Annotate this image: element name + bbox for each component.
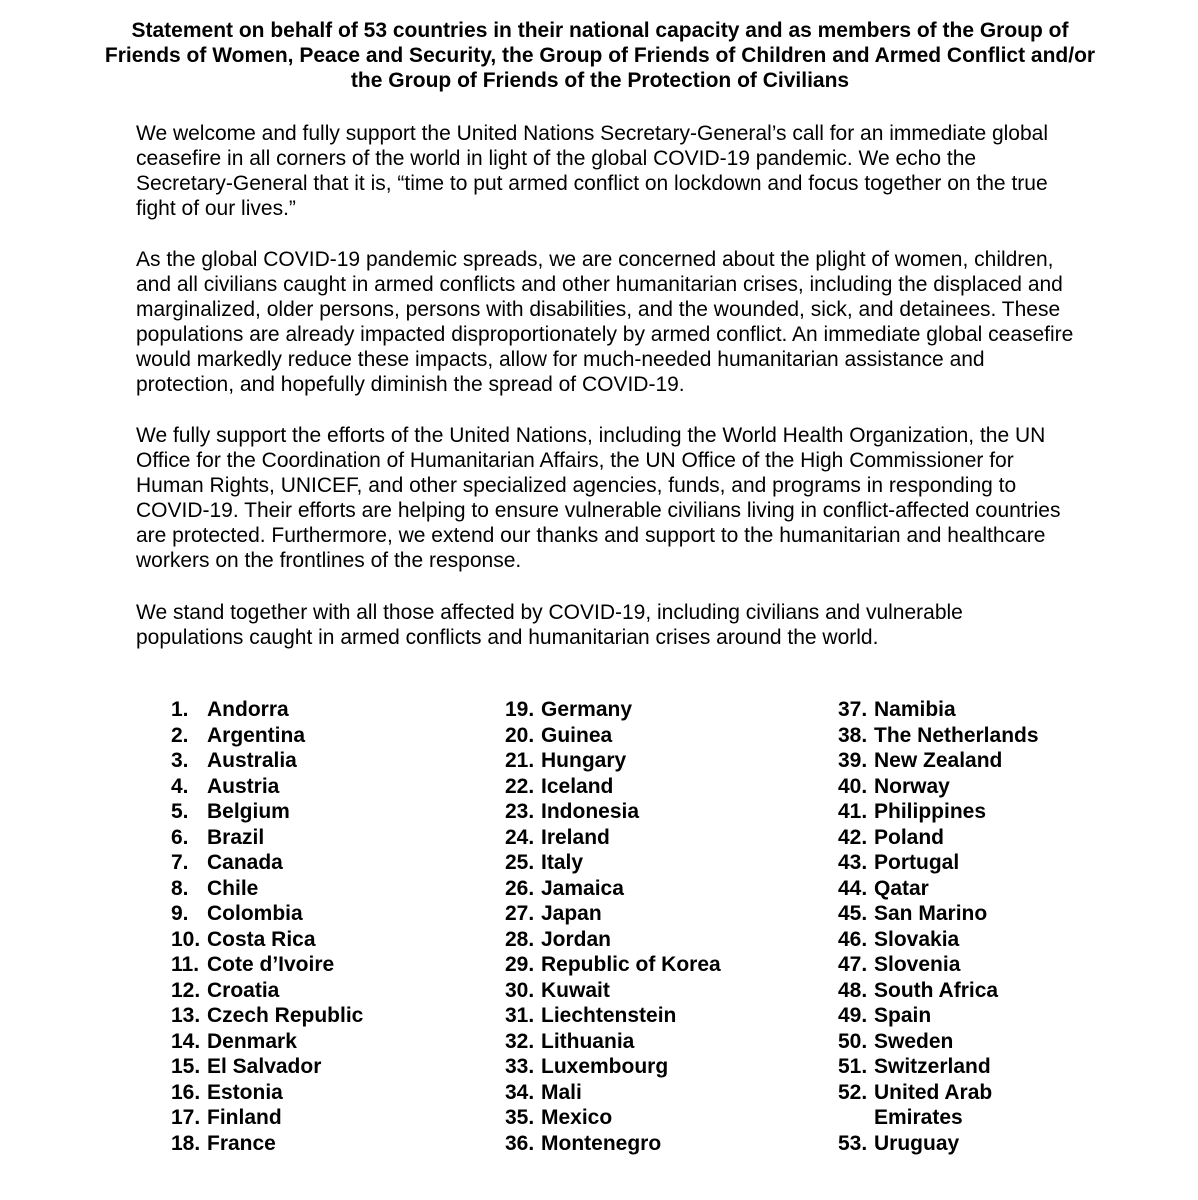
country-name: Qatar (874, 876, 929, 900)
country-name: Croatia (207, 978, 280, 1002)
country-number: 20. (505, 723, 535, 747)
country-list-item (505, 825, 721, 851)
country-number: 46. (838, 927, 868, 951)
country-name: Jordan (541, 927, 612, 951)
country-name: Ireland (541, 825, 610, 849)
country-list-item (505, 697, 721, 723)
country-name: Norway (874, 774, 950, 798)
country-list-item (171, 1080, 363, 1106)
country-number: 50. (838, 1029, 868, 1053)
country-list-item (505, 1054, 721, 1080)
country-list-item (505, 1131, 721, 1157)
country-number: 40. (838, 774, 868, 798)
country-number: 48. (838, 978, 868, 1002)
country-list-item (838, 1131, 1064, 1157)
country-number: 33. (505, 1055, 535, 1078)
country-list-item (171, 748, 363, 774)
country-number: 23. (505, 800, 535, 823)
country-name: Namibia (874, 698, 956, 721)
statement-title: Statement on behalf of 53 countries in their national capacity and as members of the Group of Friends of Women, Peace and Security, the Group of Friends of Children and Armed Conflict and/or the Group of Friends of the Protection of Civilians (104, 19, 1096, 92)
country-number: 29. (505, 953, 535, 976)
country-list-item (171, 850, 363, 876)
country-name: Argentina (207, 723, 306, 747)
country-name: Jamaica (541, 876, 624, 900)
country-number: 32. (505, 1029, 535, 1053)
country-number: 8. (171, 876, 189, 900)
country-number: 19. (505, 698, 535, 721)
country-list-item (171, 1054, 363, 1080)
country-name: Mexico (541, 1106, 613, 1129)
country-name: Estonia (207, 1080, 283, 1104)
country-name: Cote d’Ivoire (207, 953, 335, 976)
country-name: Slovenia (874, 953, 961, 976)
country-list-item (838, 850, 1064, 876)
country-name: San Marino (874, 902, 988, 925)
country-list-item (505, 927, 721, 953)
country-list-item (171, 1105, 363, 1131)
country-name: Kuwait (541, 978, 610, 1002)
country-number: 47. (838, 953, 868, 976)
country-number: 28. (505, 927, 535, 951)
country-name: Iceland (541, 774, 614, 798)
country-list-item (838, 901, 1064, 927)
country-list-item (171, 927, 363, 953)
country-list-item (838, 1003, 1064, 1029)
country-number: 27. (505, 902, 535, 925)
country-list-item (171, 723, 363, 749)
country-list-item (838, 697, 1064, 723)
country-list-item (838, 825, 1064, 851)
country-list-item (505, 952, 721, 978)
country-list-item (838, 748, 1064, 774)
country-name: Czech Republic (207, 1004, 364, 1027)
country-number: 49. (838, 1004, 868, 1027)
country-name: Philippines (874, 800, 987, 823)
country-number: 51. (838, 1055, 868, 1078)
country-list-item (838, 927, 1064, 953)
country-name: France (207, 1131, 276, 1155)
country-name: Montenegro (541, 1131, 662, 1155)
country-list-item (838, 1054, 1064, 1080)
country-number: 13. (171, 1004, 201, 1027)
country-list-item (505, 774, 721, 800)
paragraph-solidarity: We stand together with all those affected by COVID-19, including civilians and vulnerable populations caught in armed conflicts and humanitarian crises around the world. (136, 601, 963, 649)
country-list-column-3 (838, 697, 1064, 1156)
country-list-item (505, 1080, 721, 1106)
paragraph-civilian-concern: As the global COVID-19 pandemic spreads, we are concerned about the plight of women, children, and all civilians caught in armed conflicts and other humanitarian crises, including the displaced and marginalized, older persons, persons with disabilities, and the wounded, sick, and detainees. These populations are already impacted disproportionately by armed conflict. An immediate global ceasefire would markedly reduce these impacts, allow for much-needed humanitarian assistance and protection, and hopefully diminish the spread of COVID-19. (136, 248, 1074, 396)
country-number: 31. (505, 1004, 535, 1027)
country-number: 15. (171, 1055, 201, 1078)
country-name: Austria (207, 774, 280, 798)
country-list-item (171, 825, 363, 851)
country-number: 21. (505, 749, 535, 772)
country-name: Switzerland (874, 1055, 991, 1078)
country-list-item (505, 901, 721, 927)
country-name: Spain (874, 1004, 932, 1027)
country-list-item (505, 850, 721, 876)
country-number: 53. (838, 1131, 868, 1155)
paragraph-un-support: We fully support the efforts of the United Nations, including the World Health Organization, the UN Office for the Coordination of Humanitarian Affairs, the UN Office of the High Commissioner for Human Rights, UNICEF, and other specialized agencies, funds, and programs in responding to COVID-19. Their efforts are helping to ensure vulnerable civilians living in conflict-affected countries are protected. Furthermore, we extend our thanks and support to the humanitarian and healthcare workers on the frontlines of the response. (136, 424, 1061, 572)
country-number: 39. (838, 749, 868, 772)
country-number: 30. (505, 978, 535, 1002)
country-number: 9. (171, 902, 189, 925)
country-name: Canada (207, 851, 283, 874)
country-name: Brazil (207, 825, 265, 849)
country-name: Costa Rica (207, 927, 316, 951)
country-name: Republic of Korea (541, 953, 721, 976)
country-name: Germany (541, 698, 633, 721)
country-number: 11. (171, 953, 200, 976)
country-number: 45. (838, 902, 868, 925)
country-number: 52. (838, 1080, 868, 1104)
country-name: Mali (541, 1080, 582, 1104)
country-number: 25. (505, 851, 535, 874)
country-name: Luxembourg (541, 1055, 669, 1078)
country-list-item (171, 1029, 363, 1055)
country-list-item (171, 774, 363, 800)
country-number: 22. (505, 774, 535, 798)
country-list-item (171, 901, 363, 927)
country-number: 24. (505, 825, 535, 849)
country-number: 12. (171, 978, 201, 1002)
country-list-item (171, 1003, 363, 1029)
country-name: Indonesia (541, 800, 640, 823)
country-list-item (171, 952, 363, 978)
country-name: Poland (874, 825, 945, 849)
country-number: 36. (505, 1131, 535, 1155)
country-list-item (838, 1080, 1064, 1131)
country-list-item (838, 952, 1064, 978)
country-list-column-2 (505, 697, 721, 1156)
country-number: 16. (171, 1080, 201, 1104)
country-name: Slovakia (874, 927, 960, 951)
country-name: Denmark (207, 1029, 297, 1053)
country-number: 38. (838, 723, 868, 747)
country-list-item (838, 774, 1064, 800)
country-name: New Zealand (874, 749, 1003, 772)
country-number: 7. (171, 851, 189, 874)
country-name: Australia (207, 749, 297, 772)
country-name: El Salvador (207, 1055, 322, 1078)
country-list-item (171, 697, 363, 723)
country-number: 1. (171, 698, 189, 721)
country-name: Uruguay (874, 1131, 960, 1155)
country-number: 17. (171, 1106, 201, 1129)
country-list-item (171, 978, 363, 1004)
country-name: Portugal (874, 851, 960, 874)
country-number: 41. (838, 800, 868, 823)
country-number: 3. (171, 749, 189, 772)
country-number: 26. (505, 876, 535, 900)
country-list-item (505, 978, 721, 1004)
country-list-item (838, 1029, 1064, 1055)
country-name: Colombia (207, 902, 303, 925)
country-list-item (505, 1029, 721, 1055)
country-list-item (505, 748, 721, 774)
country-list-item (171, 876, 363, 902)
country-name: Liechtenstein (541, 1004, 677, 1027)
country-list-item (838, 723, 1064, 749)
country-name: Finland (207, 1106, 282, 1129)
country-name: Andorra (207, 698, 289, 721)
country-number: 35. (505, 1106, 535, 1129)
country-list-column-1 (171, 697, 363, 1156)
country-name: Chile (207, 876, 259, 900)
country-list-item (838, 978, 1064, 1004)
country-list-item (838, 876, 1064, 902)
country-list-item (505, 1003, 721, 1029)
country-name: Belgium (207, 800, 290, 823)
country-list-item (505, 1105, 721, 1131)
country-name: United Arab Emirates (874, 1080, 993, 1129)
country-name: Japan (541, 902, 602, 925)
country-number: 6. (171, 825, 189, 849)
country-number: 44. (838, 876, 868, 900)
country-number: 2. (171, 723, 189, 747)
country-number: 34. (505, 1080, 535, 1104)
country-list-item (505, 723, 721, 749)
country-number: 43. (838, 851, 868, 874)
country-number: 42. (838, 825, 868, 849)
country-name: Guinea (541, 723, 613, 747)
country-name: Italy (541, 851, 584, 874)
country-name: South Africa (874, 978, 999, 1002)
country-number: 37. (838, 698, 868, 721)
country-list-item (171, 799, 363, 825)
country-name: Lithuania (541, 1029, 635, 1053)
country-list-item (505, 799, 721, 825)
country-name: Hungary (541, 749, 627, 772)
country-number: 18. (171, 1131, 201, 1155)
country-number: 14. (171, 1029, 201, 1053)
country-number: 4. (171, 774, 189, 798)
country-list-item (171, 1131, 363, 1157)
country-name: Sweden (874, 1029, 954, 1053)
country-name: The Netherlands (874, 723, 1039, 747)
country-list-item (505, 876, 721, 902)
country-number: 5. (171, 800, 189, 823)
country-number: 10. (171, 927, 201, 951)
country-list-item (838, 799, 1064, 825)
paragraph-ceasefire-call: We welcome and fully support the United Nations Secretary-General’s call for an immediate global ceasefire in all corners of the world in light of the global COVID-19 pandemic. We echo the Secretary-General that it is, “time to put armed conflict on lockdown and focus together on the true fight of our lives.” (136, 122, 1049, 220)
